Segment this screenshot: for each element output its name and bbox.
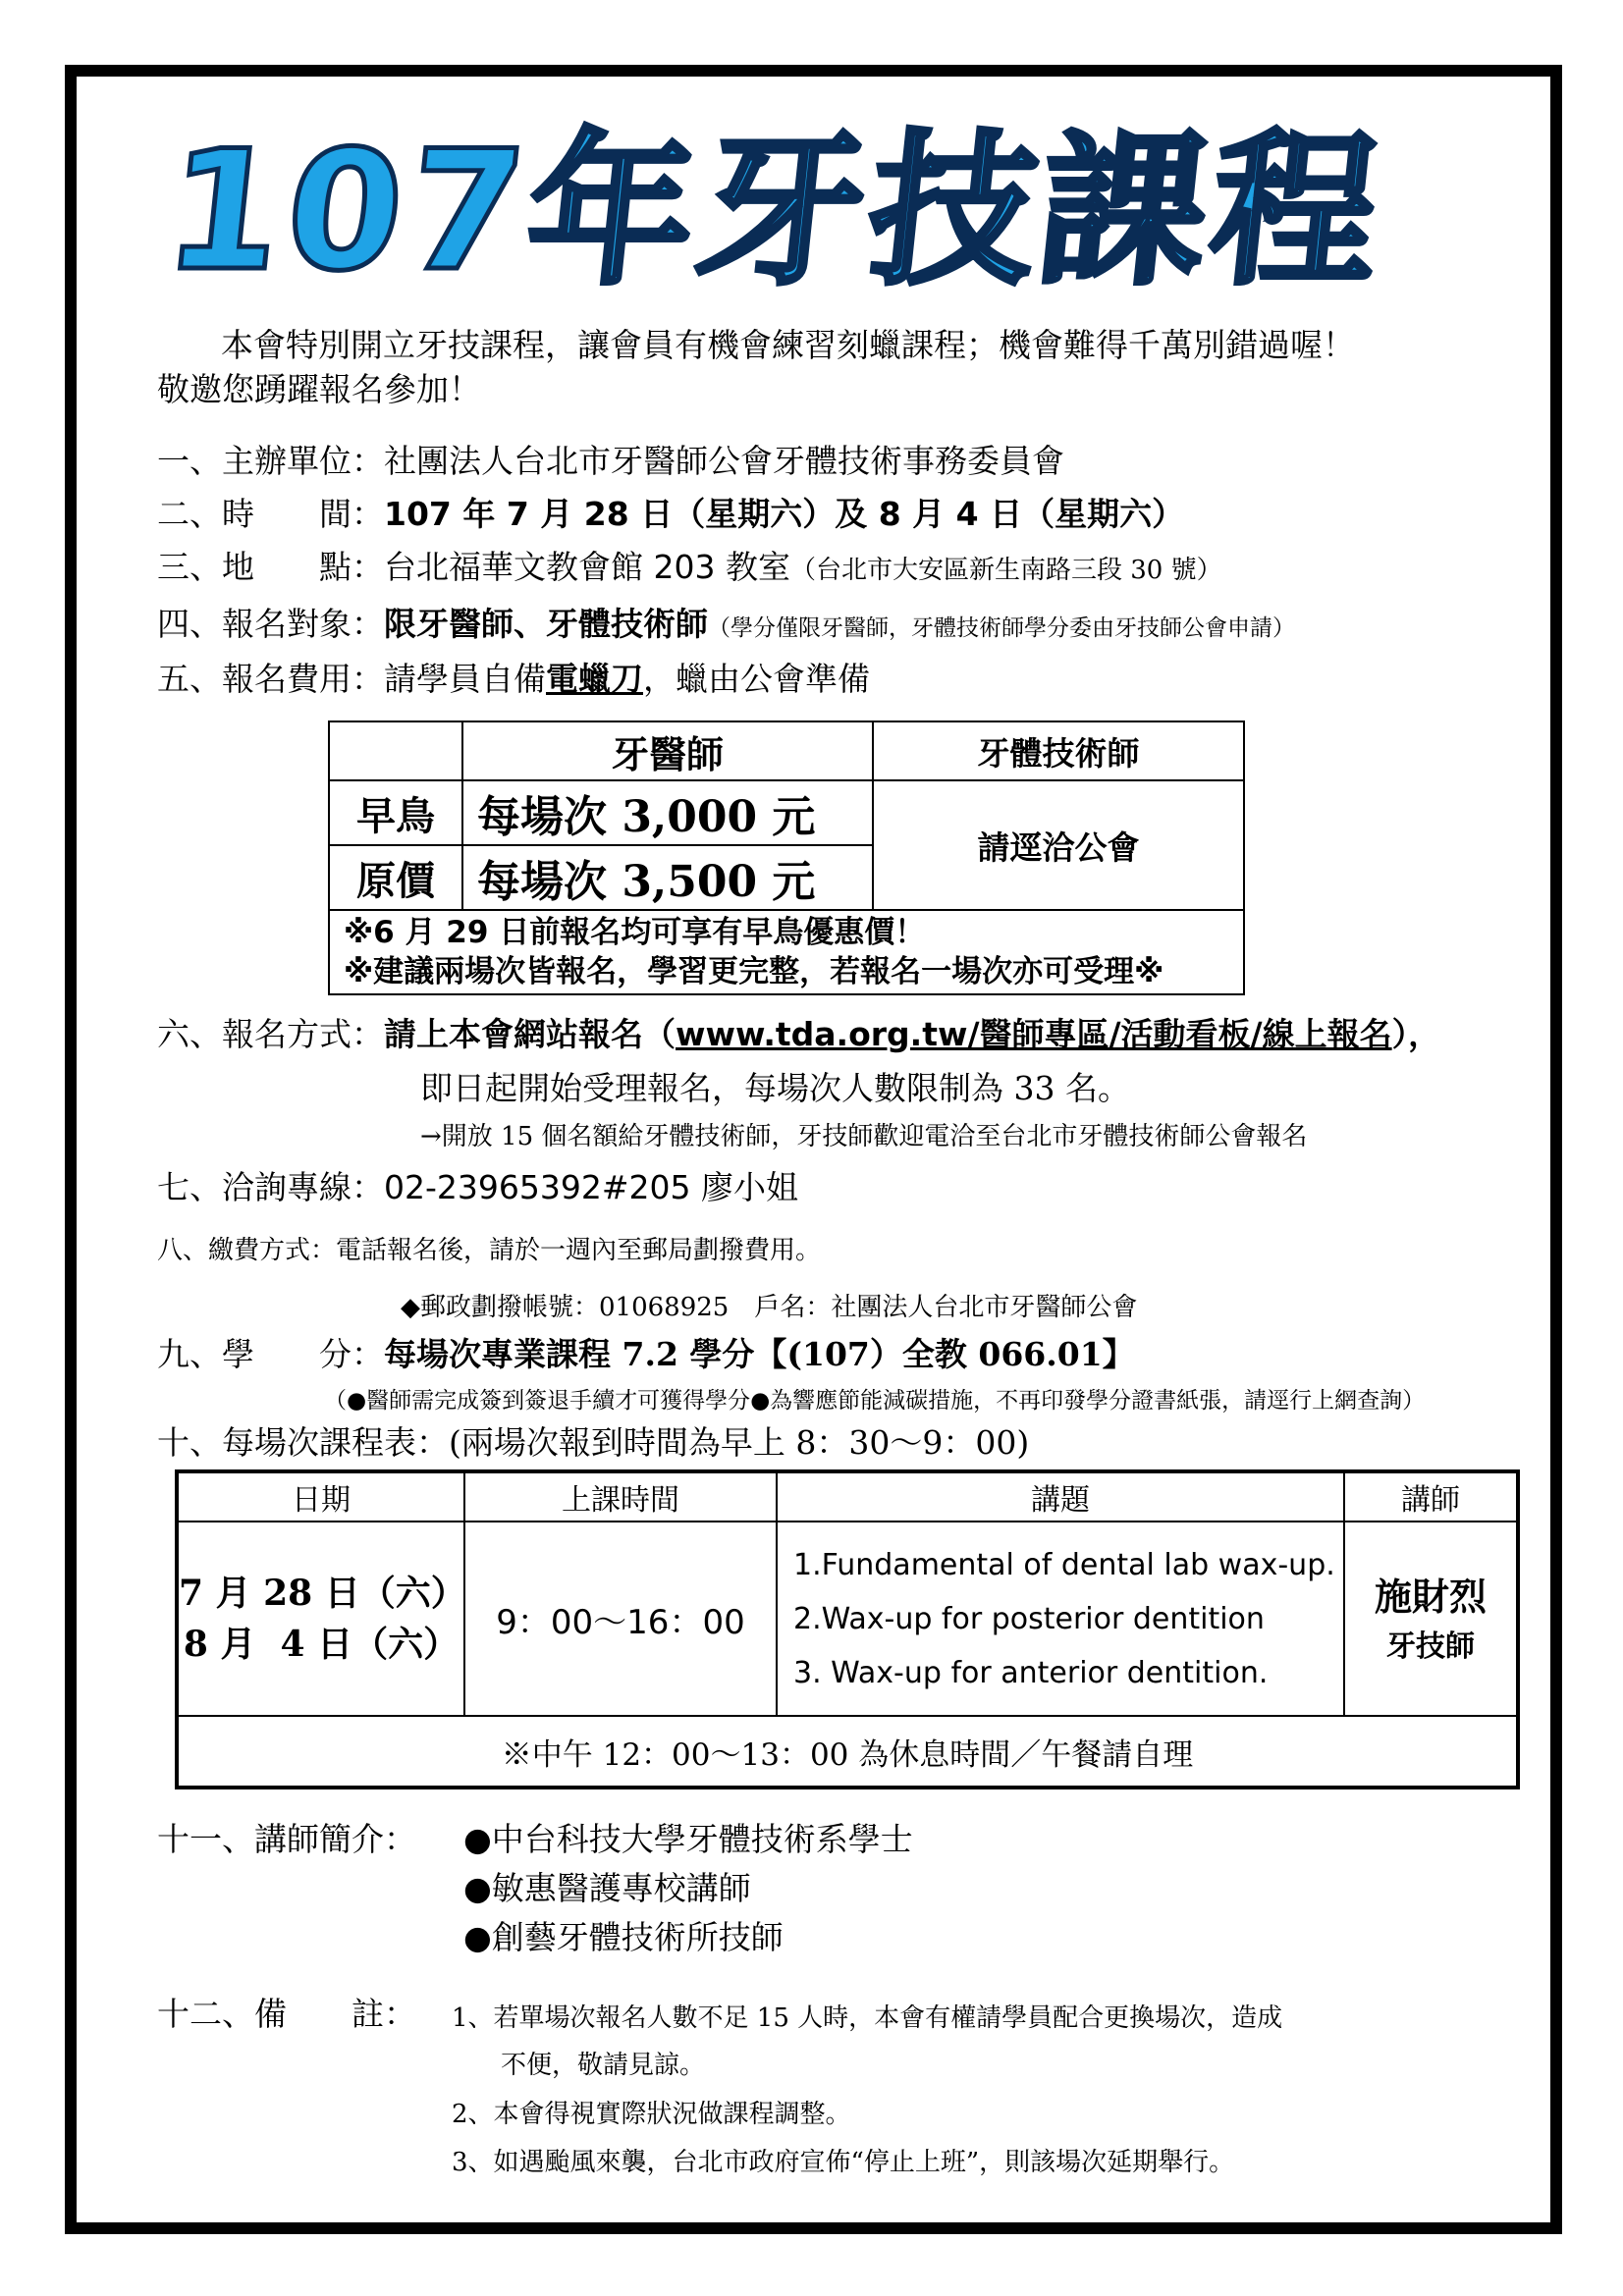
target-note: （學分僅限牙醫師，牙體技術師學分委由牙技師公會申請） bbox=[708, 615, 1295, 641]
fee-notes bbox=[329, 910, 1244, 994]
target-value: 限牙醫師、牙體技術師 bbox=[384, 605, 708, 643]
schedule-header-time: 上課時間 bbox=[464, 1471, 777, 1522]
remark-1: 1、若單場次報名人數不足 15 人時，本會有權請學員配合更換場次，造成 bbox=[452, 2003, 1283, 2033]
remark-3: 3、如遇颱風來襲，台北市政府宣佈“停止上班”，則該場次延期舉行。 bbox=[452, 2148, 1235, 2177]
schedule-footer: ※中午 12：00～13：00 為休息時間／午餐請自理 bbox=[177, 1716, 1518, 1788]
organizer-label: 一、主辦單位： bbox=[157, 442, 384, 480]
fee-value-tool: 電蠟刀 bbox=[546, 660, 643, 698]
register-label: 六、報名方式： bbox=[157, 1015, 384, 1053]
target-label: 四、報名對象： bbox=[157, 605, 384, 643]
fee-value-post: ，蠟由公會準備 bbox=[643, 660, 870, 698]
page-title: 107年牙技課程 bbox=[156, 115, 1393, 307]
payment-label: 八、繳費方式： bbox=[157, 1236, 337, 1265]
schedule-time: 9：00～16：00 bbox=[464, 1522, 777, 1716]
contact-label: 七、洽詢專線： bbox=[157, 1168, 384, 1206]
fee-note-early-bird: ※6 月 29 日前報名均可享有早鳥優惠價！ bbox=[344, 915, 926, 950]
time-row bbox=[157, 493, 1184, 536]
schedule-table bbox=[175, 1469, 1520, 1789]
bio-item-3: ●創藝牙體技術所技師 bbox=[463, 1918, 784, 1956]
fee-table bbox=[328, 721, 1245, 995]
credit-value: 每場次專業課程 7.2 學分【(107）全教 066.01】 bbox=[384, 1335, 1135, 1373]
place-row bbox=[157, 546, 1222, 592]
schedule-topics bbox=[777, 1522, 1344, 1716]
register-line-2: 即日起開始受理報名，每場次人數限制為 33 名。 bbox=[420, 1069, 1130, 1107]
lecturer-title: 牙技師 bbox=[1386, 1629, 1475, 1664]
schedule-row bbox=[157, 1421, 1029, 1465]
place-label: 三、地 點： bbox=[157, 548, 384, 586]
fee-note-both-sessions: ※建議兩場次皆報名，學習更完整，若報名一場次亦可受理※ bbox=[344, 954, 1164, 989]
fee-label: 五、報名費用： bbox=[157, 660, 384, 698]
contact-row bbox=[157, 1166, 798, 1209]
schedule-dates bbox=[177, 1522, 464, 1716]
credit-row bbox=[157, 1333, 1135, 1376]
credit-label: 九、學 分： bbox=[157, 1335, 384, 1373]
schedule-date-2: 8 月 4 日（六） bbox=[183, 1624, 460, 1665]
lecturer-name: 施財烈 bbox=[1374, 1575, 1487, 1619]
fee-value-pre: 請學員自備 bbox=[384, 660, 546, 698]
fee-col-dentist: 牙醫師 bbox=[462, 721, 873, 780]
register-value-post: ）， bbox=[1391, 1015, 1441, 1053]
bio-item-1: ●中台科技大學牙體技術系學士 bbox=[463, 1820, 913, 1858]
schedule-lecturer bbox=[1344, 1522, 1518, 1716]
target-row bbox=[157, 603, 1295, 650]
organizer-row bbox=[157, 440, 1064, 483]
register-line-3: →開放 15 個名額給牙體技術師，牙技師歡迎電洽至台北市牙體技術師公會報名 bbox=[420, 1122, 1308, 1151]
fee-technician-value: 請逕洽公會 bbox=[873, 780, 1244, 910]
payment-value: 電話報名後，請於一週內至郵局劃撥費用。 bbox=[336, 1236, 822, 1265]
time-value: 107 年 7 月 28 日（星期六）及 8 月 4 日（星期六） bbox=[384, 495, 1185, 533]
remark-2: 2、本會得視實際狀況做課程調整。 bbox=[452, 2100, 851, 2129]
schedule-topic-1: 1.Fundamental of dental lab wax-up. bbox=[793, 1547, 1335, 1582]
schedule-header-lecturer: 講師 bbox=[1344, 1471, 1518, 1522]
schedule-topic-2: 2.Wax-up for posterior dentition bbox=[793, 1601, 1265, 1636]
schedule-label: 十、每場次課程表： bbox=[157, 1423, 449, 1462]
payment-row bbox=[157, 1229, 821, 1272]
fee-early-value: 每場次 3,000 元 bbox=[462, 780, 873, 845]
fee-table-corner bbox=[329, 721, 462, 780]
fee-regular-label: 原價 bbox=[329, 845, 462, 910]
fee-row bbox=[157, 658, 870, 701]
time-label: 二、時 間： bbox=[157, 495, 384, 533]
fee-early-label: 早鳥 bbox=[329, 780, 462, 845]
schedule-topic-3: 3. Wax-up for anterior dentition. bbox=[793, 1655, 1269, 1690]
schedule-date-1: 7 月 28 日（六） bbox=[179, 1573, 466, 1614]
contact-value: 02-23965392#205 廖小姐 bbox=[384, 1168, 798, 1206]
fee-regular-value: 每場次 3,500 元 bbox=[462, 845, 873, 910]
remarks-label: 十二、備 註： bbox=[157, 1995, 416, 2033]
organizer-value: 社團法人台北市牙醫師公會牙體技術事務委員會 bbox=[384, 442, 1064, 480]
register-link[interactable]: www.tda.org.tw/醫師專區/活動看板/線上報名 bbox=[676, 1015, 1392, 1053]
place-note: （台北市大安區新生南路三段 30 號） bbox=[789, 556, 1222, 585]
schedule-header-date: 日期 bbox=[177, 1471, 464, 1522]
bio-item-2: ●敏惠醫護專校講師 bbox=[463, 1869, 751, 1907]
schedule-header-topic: 講題 bbox=[777, 1471, 1344, 1522]
bio-label: 十一、講師簡介： bbox=[157, 1820, 416, 1858]
place-value: 台北福華文教會館 203 教室 bbox=[384, 548, 790, 586]
register-value-pre: 請上本會網站報名（ bbox=[384, 1015, 676, 1053]
credit-note: （●醫師需完成簽到簽退手續才可獲得學分●為響應節能減碳措施，不再印發學分證書紙張，請逕行上網查詢） bbox=[324, 1388, 1426, 1414]
intro-line-2: 敬邀您踴躍報名參加！ bbox=[157, 370, 481, 408]
register-row bbox=[157, 1013, 1440, 1056]
payment-line-2: ◆郵政劃撥帳號：01068925 戶名：社團法人台北市牙醫師公會 bbox=[401, 1293, 1138, 1322]
intro-line-1: 本會特別開立牙技課程，讓會員有機會練習刻蠟課程；機會難得千萬別錯過喔！ bbox=[221, 326, 1355, 364]
fee-col-technician: 牙體技術師 bbox=[873, 721, 1244, 780]
remark-1-cont: 不便，敬請見諒。 bbox=[501, 2051, 706, 2080]
schedule-value: (兩場次報到時間為早上 8：30～9：00) bbox=[449, 1423, 1030, 1462]
